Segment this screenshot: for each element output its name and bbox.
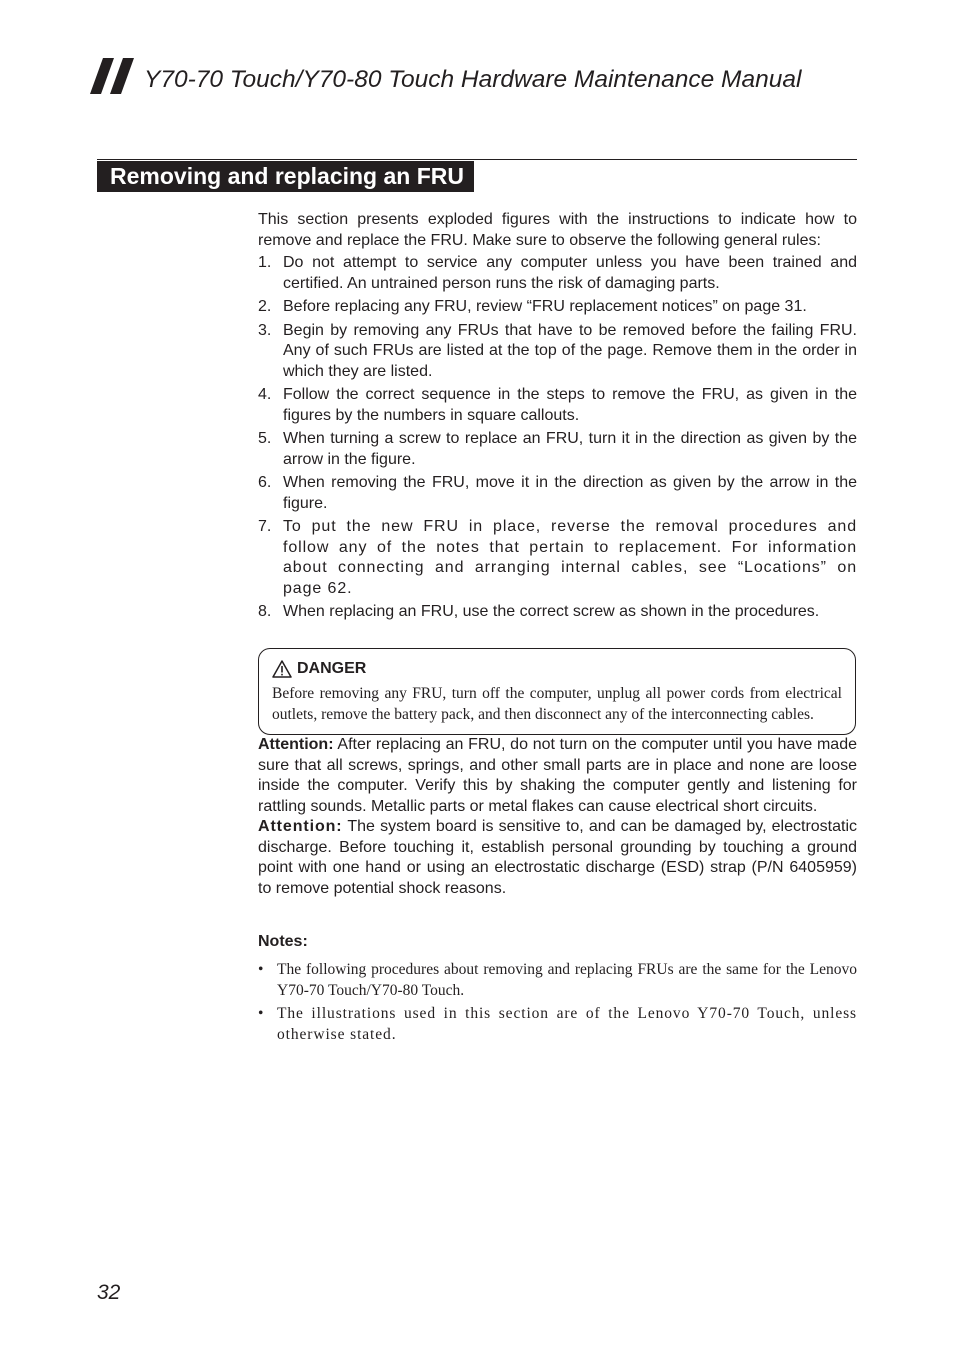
rule-text: To put the new FRU in place, reverse the removal procedures and follow any of the notes that pertain to replacement. For information about connecting and arranging internal cables, see “Locations” on page 62.	[283, 518, 857, 597]
danger-heading	[272, 659, 842, 680]
intro-paragraph: This section presents exploded figures with the instructions to indicate how to remove and replace the FRU. Make sure to observe the following general rules:	[258, 211, 857, 249]
manual-title: Y70-70 Touch/Y70-80 Touch Hardware Maintenance Manual	[144, 66, 802, 93]
note-text: The following procedures about removing and replacing FRUs are the same for the Lenovo Y70-70 Touch/Y70-80 Touch.	[277, 960, 857, 999]
danger-notice	[258, 648, 856, 736]
bullet-icon: •	[258, 1004, 264, 1022]
rule-number: 8.	[258, 603, 272, 620]
rule-text: When replacing an FRU, use the correct screw as shown in the procedures.	[283, 603, 820, 620]
rule-item	[258, 429, 857, 470]
section-divider	[97, 159, 857, 160]
attention-paragraph	[258, 817, 857, 899]
note-item	[258, 959, 857, 1001]
attention-text: After replacing an FRU, do not turn on the computer until you have made sure that all screws, springs, and other small parts are in place and none are loose inside the computer. Verify this by shaking the computer gently and listening for rattling sounds. Metallic parts or metal flakes can cause electrical short circuits.	[258, 736, 858, 815]
attention-label: Attention:	[258, 818, 343, 835]
section-title: Removing and replacing an FRU	[97, 161, 474, 192]
rule-number: 2.	[258, 298, 272, 315]
rule-number: 7.	[258, 518, 272, 535]
page-number: 32	[97, 1281, 121, 1304]
general-rules-list	[258, 253, 857, 623]
rule-item	[258, 297, 857, 318]
rule-item	[258, 321, 857, 383]
rule-number: 1.	[258, 254, 272, 271]
rule-item	[258, 602, 857, 623]
rule-item	[258, 253, 857, 294]
attention-text: The system board is sensitive to, and can be damaged by, electrostatic discharge. Before touching it, establish personal grounding by touching a ground point with one hand or using an electrostatic discharge (ESD) strap (P/N 6405959) to remove potential shock reasons.	[258, 818, 858, 897]
notes-heading: Notes:	[258, 933, 308, 950]
rule-number: 4.	[258, 386, 272, 403]
page-content	[258, 210, 857, 1047]
bullet-icon: •	[258, 960, 264, 978]
rule-number: 6.	[258, 474, 272, 491]
rule-item	[258, 385, 857, 426]
rule-number: 3.	[258, 321, 272, 339]
note-text: The illustrations used in this section are of the Lenovo Y70-70 Touch, unless otherwise stated.	[277, 1004, 857, 1043]
danger-label: DANGER	[297, 659, 367, 677]
rule-text: When removing the FRU, move it in the direction as given by the arrow in the figure.	[283, 474, 857, 512]
attention-label: Attention:	[258, 736, 334, 753]
rule-text: When turning a screw to replace an FRU, turn it in the direction as given by the arrow in the figure.	[283, 430, 857, 468]
rule-item	[258, 473, 857, 514]
rule-text: Follow the correct sequence in the steps to remove the FRU, as given in the figures by the numbers in square callouts.	[283, 386, 857, 424]
rule-number: 5.	[258, 430, 272, 447]
note-item	[258, 1003, 857, 1045]
header-slash-mark-icon	[90, 58, 136, 94]
rule-text: Do not attempt to service any computer unless you have been trained and certified. An untrained person runs the risk of damaging parts.	[283, 254, 857, 292]
rule-item	[258, 517, 857, 599]
rule-text: Begin by removing any FRUs that have to be removed before the failing FRU. Any of such FRUs are listed at the top of the page. Remove them in the order in which they are listed.	[283, 321, 857, 380]
danger-text: Before removing any FRU, turn off the computer, unplug all power cords from electrical outlets, remove the battery pack, and then disconnect any of the interconnecting cables.	[272, 685, 842, 723]
notes-list	[258, 959, 857, 1045]
attention-paragraph	[258, 735, 857, 817]
warning-triangle-icon	[272, 660, 292, 678]
rule-text: Before replacing any FRU, review “FRU replacement notices” on page 31.	[283, 298, 807, 315]
